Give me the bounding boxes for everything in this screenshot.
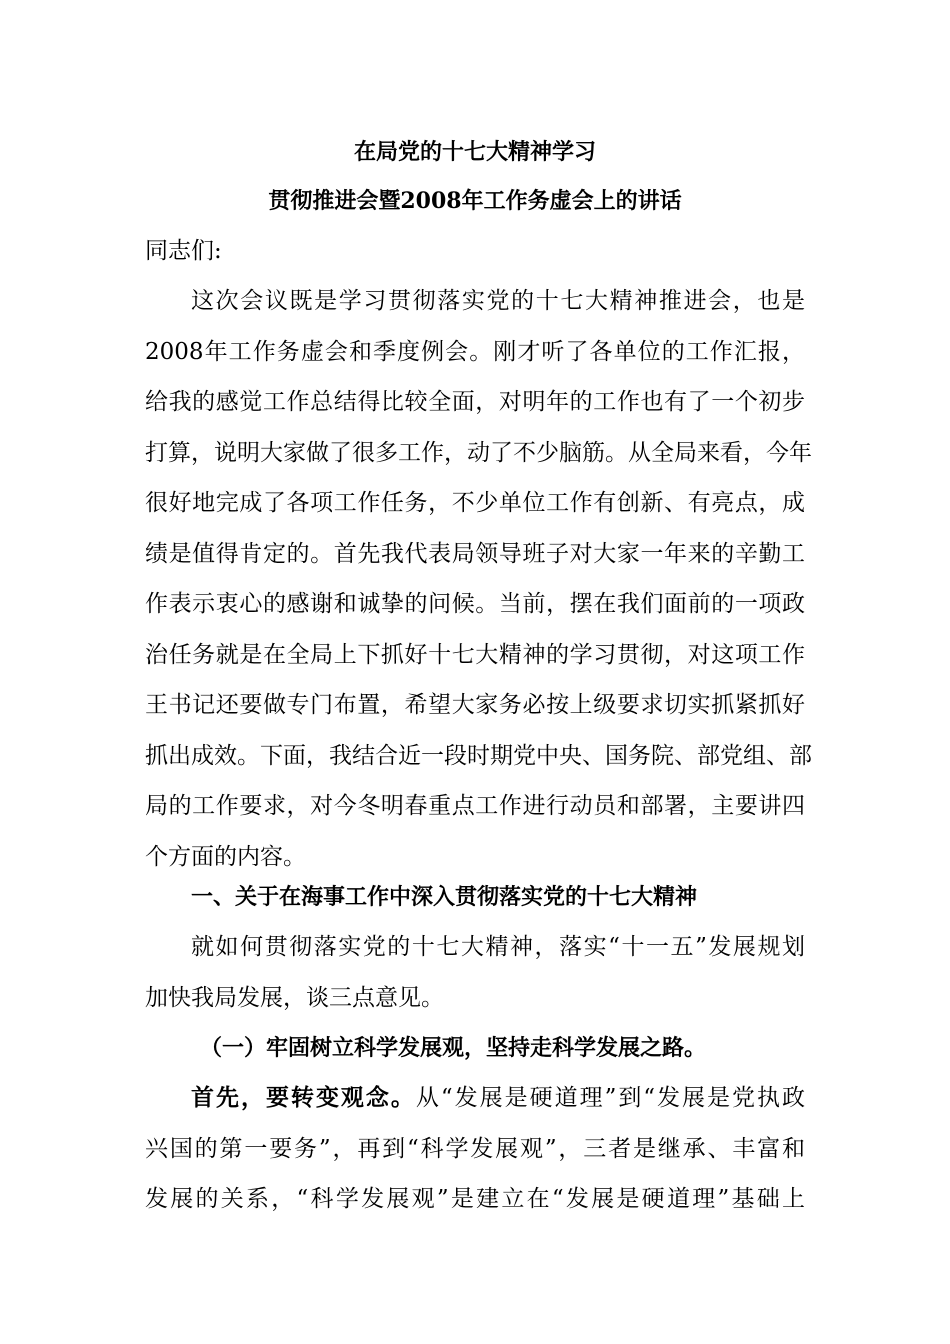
- paragraph-line: 抓出成效。下面，我结合近一段时期党中央、国务院、部党组、部: [145, 742, 812, 769]
- paragraph-line: 局的工作要求，对今冬明春重点工作进行动员和部署，主要讲四: [145, 793, 805, 819]
- paragraph-line: 就如何贯彻落实党的十七大精神，落实“十一五”发展规划: [191, 934, 805, 960]
- paragraph-line: 2008年工作务虚会和季度例会。刚才听了各单位的工作汇报，: [145, 338, 805, 365]
- paragraph-3: [145, 1073, 805, 1225]
- subsection-heading-1: （一）牢固树立科学发展观，坚持走科学发展之路。: [200, 1035, 707, 1061]
- salutation: 同志们:: [145, 238, 222, 264]
- document-title-line-1: 在局党的十七大精神学习: [353, 139, 596, 165]
- paragraph-line: 绩是值得肯定的。首先我代表局领导班子对大家一年来的辛勤工: [145, 540, 805, 567]
- paragraph-2: [145, 922, 805, 1023]
- paragraph-line: 作表示衷心的感谢和诚挚的问候。当前，摆在我们面前的一项政: [145, 591, 805, 617]
- paragraph-line: 个方面的内容。: [145, 843, 306, 870]
- document-title-line-2: 贯彻推进会暨2008年工作务虚会上的讲话: [268, 188, 682, 214]
- paragraph-line: 加快我局发展，谈三点意见。: [145, 984, 444, 1011]
- paragraph-line: 发展的关系，“科学发展观”是建立在“发展是硬道理”基础上: [145, 1186, 805, 1212]
- paragraph-line-rest: 从“发展是硬道理”到“发展是党执政: [415, 1085, 806, 1111]
- paragraph-line: 治任务就是在全局上下抓好十七大精神的学习贯彻，对这项工作: [145, 641, 805, 668]
- paragraph-line: 这次会议既是学习贯彻落实党的十七大精神推进会，也是: [191, 288, 805, 314]
- paragraph-1: [145, 276, 812, 882]
- paragraph-lead-phrase: 首先，要转变观念。: [191, 1084, 416, 1111]
- paragraph-line: [145, 1073, 805, 1124]
- paragraph-line: 兴国的第一要务”，再到“科学发展观”，三者是继承、丰富和: [145, 1135, 805, 1162]
- paragraph-line: 王书记还要做专门布置，希望大家务必按上级要求切实抓紧抓好: [145, 692, 805, 718]
- paragraph-line: 打算，说明大家做了很多工作，动了不少脑筋。从全局来看，今年: [145, 439, 812, 466]
- section-heading-1: 一、关于在海事工作中深入贯彻落实党的十七大精神: [191, 884, 698, 910]
- paragraph-line: 给我的感觉工作总结得比较全面，对明年的工作也有了一个初步: [145, 389, 805, 415]
- paragraph-line: 很好地完成了各项工作任务，不少单位工作有创新、有亮点，成: [145, 490, 805, 516]
